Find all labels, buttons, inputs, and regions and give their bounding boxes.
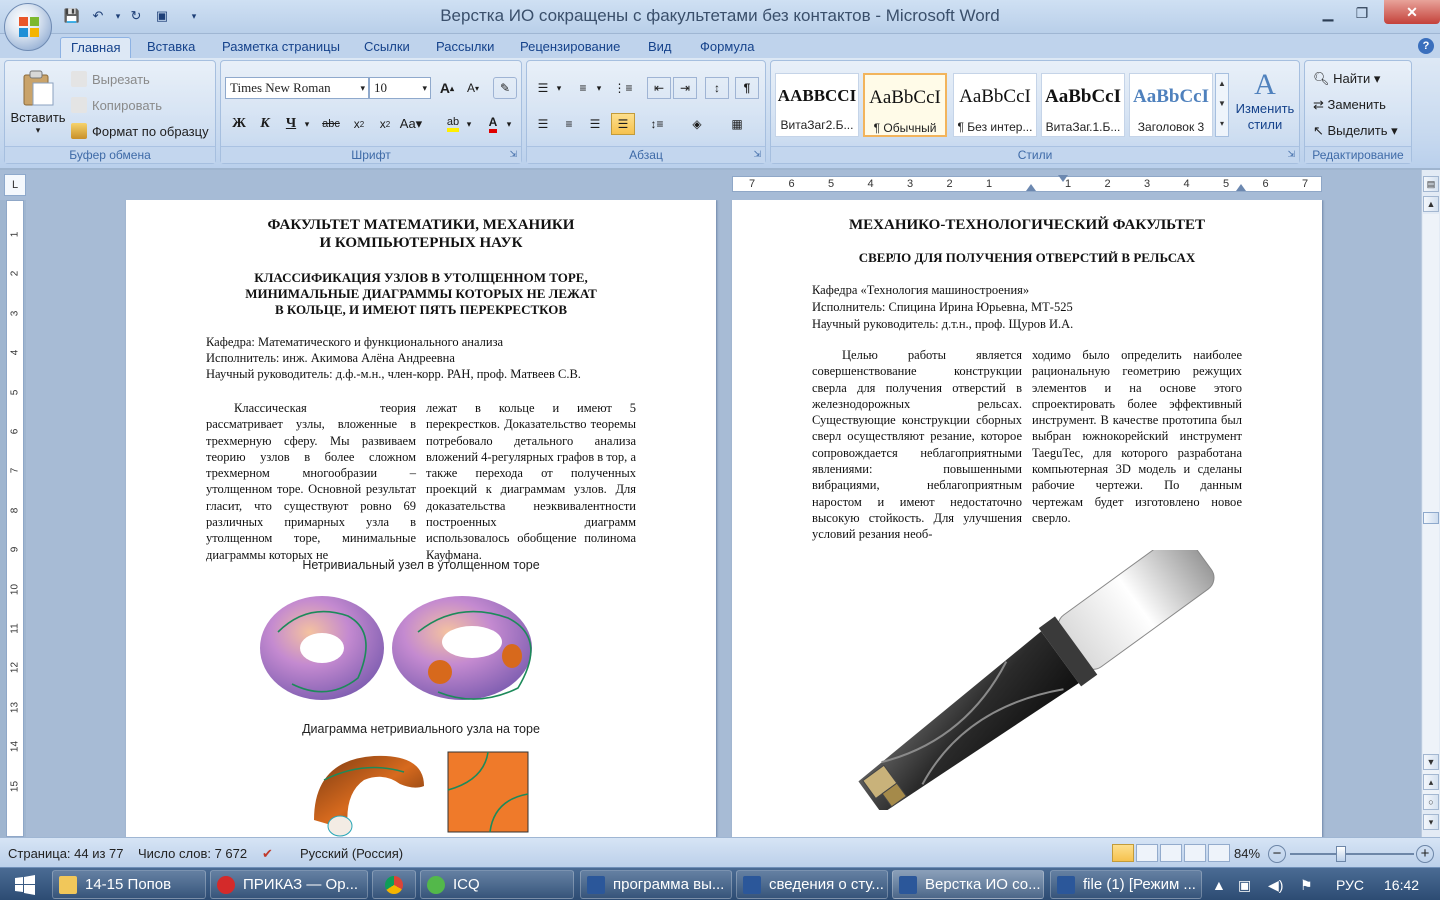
cut-label: Вырезать bbox=[92, 72, 150, 87]
zoom-in-button[interactable]: + bbox=[1416, 845, 1434, 863]
tab-formula[interactable]: Формула bbox=[700, 39, 755, 54]
subscript-button[interactable]: x 2 bbox=[353, 117, 365, 131]
faculty-title: МЕХАНИКО-ТЕХНОЛОГИЧЕСКИЙ ФАКУЛЬТЕТ bbox=[849, 217, 1205, 233]
change-case-button[interactable]: Aa▾ bbox=[399, 116, 423, 131]
zoom-slider[interactable] bbox=[1290, 853, 1414, 855]
ruler-tick: 5 bbox=[9, 389, 21, 395]
styles-scroll[interactable]: ▲ ▼ ▾ bbox=[1215, 73, 1229, 137]
scissors-icon bbox=[71, 71, 87, 87]
network-icon[interactable]: ▣ bbox=[1238, 877, 1252, 893]
chrome-icon bbox=[385, 876, 403, 894]
ruler-toggle-icon[interactable]: ▤ bbox=[1423, 176, 1439, 192]
paste-dropdown-icon: ▾ bbox=[35, 125, 41, 135]
underline-dropdown-icon[interactable]: ▾ bbox=[304, 118, 310, 129]
abstract-column-1: Классическая теория рассматривает узлы, вложенные в трехмерную сферу. Мы развиваем теорию узлов в более сложном трехмерном многообразии – утолщенном торе. Основной результат гласит, что существуют ровно 69 различных примарных узла в утолщенном торе, минимальные диаграммы которых не bbox=[206, 401, 416, 562]
ruler-tick: 7 bbox=[9, 468, 21, 474]
style-heading3[interactable] bbox=[1129, 73, 1213, 137]
italic-button[interactable]: К bbox=[260, 116, 270, 131]
chevron-down-icon: ▾ bbox=[360, 83, 365, 93]
clear-formatting-button[interactable]: ✎ bbox=[493, 77, 517, 99]
styles-group-label: Стили bbox=[771, 146, 1299, 163]
office-button[interactable] bbox=[4, 3, 52, 51]
faculty-title-line1: ФАКУЛЬТЕТ МАТЕМАТИКИ, МЕХАНИКИ bbox=[267, 217, 575, 233]
chevron-down-icon: ▾ bbox=[422, 83, 427, 93]
ruler-tick: 3 bbox=[9, 310, 21, 317]
increase-indent-button[interactable]: ⇥ bbox=[673, 77, 697, 99]
underline-button[interactable]: Ч bbox=[285, 116, 297, 131]
status-bar bbox=[0, 837, 1440, 867]
undo-icon[interactable]: ↶ bbox=[92, 8, 104, 23]
style-preview: AaBbCcI bbox=[1132, 86, 1209, 107]
minimize-button[interactable]: ▁ bbox=[1322, 4, 1334, 21]
word-icon bbox=[743, 876, 761, 894]
advisor: Научный руководитель: д.т.н., проф. Щуров И.А. bbox=[812, 317, 1074, 331]
taskbar-item-word-active[interactable] bbox=[892, 870, 1044, 899]
taskbar-item-label: ПРИКАЗ — Ор... bbox=[243, 876, 359, 893]
taskbar-item-label: программа вы... bbox=[613, 876, 725, 893]
highlighter-icon: ab bbox=[447, 116, 459, 132]
page-left[interactable] bbox=[126, 200, 716, 837]
taskbar-item-word-2[interactable] bbox=[736, 870, 888, 899]
clipboard-group bbox=[4, 60, 216, 164]
ribbon bbox=[0, 58, 1440, 168]
ruler-tick: 8 bbox=[9, 507, 21, 514]
ruler-tick: 6 bbox=[1262, 178, 1269, 190]
tab-references[interactable]: Ссылки bbox=[364, 39, 410, 54]
select-browse-object-button[interactable]: ○ bbox=[1423, 794, 1439, 810]
ruler-tick: 2 bbox=[1104, 178, 1111, 190]
taskbar-item-opera[interactable] bbox=[210, 870, 368, 899]
advisor: Научный руководитель: д.ф.-м.н., член-корр. РАН, проф. Матвеев С.В. bbox=[206, 367, 581, 381]
find-label: Найти bbox=[1333, 71, 1371, 86]
ruler-tick: 11 bbox=[9, 623, 21, 634]
torus-diagram-image bbox=[304, 750, 534, 837]
paste-label: Вставить bbox=[10, 110, 66, 125]
taskbar-item-label: Верстка ИО со... bbox=[925, 876, 1041, 893]
shrink-font-button[interactable]: A ▾ bbox=[466, 81, 480, 95]
tab-review[interactable]: Рецензирование bbox=[520, 39, 621, 54]
bullets-button[interactable]: ☰ bbox=[537, 81, 549, 95]
strikethrough-button[interactable]: abc bbox=[322, 118, 340, 130]
tab-home[interactable]: Главная bbox=[60, 37, 131, 59]
taskbar-item-chrome[interactable] bbox=[372, 870, 416, 899]
ruler-tick: 9 bbox=[9, 546, 21, 553]
start-button[interactable] bbox=[6, 872, 46, 898]
select-label: Выделить bbox=[1327, 123, 1388, 138]
right-indent-marker[interactable] bbox=[1236, 184, 1246, 191]
word-icon bbox=[899, 876, 917, 894]
windows-logo-icon bbox=[14, 874, 36, 896]
action-center-flag-icon[interactable]: ⚑ bbox=[1300, 877, 1313, 893]
shading-button[interactable]: ◈ bbox=[692, 117, 702, 131]
language-indicator[interactable]: Русский (Россия) bbox=[300, 846, 404, 861]
numbering-dropdown-icon[interactable]: ▾ bbox=[596, 82, 602, 93]
ruler-tick: 3 bbox=[907, 178, 914, 190]
ruler-tick: 14 bbox=[9, 741, 21, 753]
view-print-layout-button[interactable] bbox=[1112, 844, 1134, 862]
department: Кафедра «Технология машиностроения» bbox=[812, 283, 1030, 297]
paste-button[interactable] bbox=[9, 65, 67, 145]
sort-button[interactable]: ↕ bbox=[705, 77, 729, 99]
faculty-title-line2: И КОМПЬЮТЕРНЫХ НАУК bbox=[319, 235, 523, 251]
word-count[interactable]: Число слов: 7 672 bbox=[138, 846, 248, 861]
abstract-column-1: Целью работы является совершенствование конструкции сверла для получения отверстий в железнодорожных рельсах. Существующие конструкции сборных сверл осуществляют резание, которое сопровождается неблагоприятными явлениями: повышенными вибрациями, неблагоприятным наростом и имеют недостаточно высокую стойкость. Для улучшения условий резания необ- bbox=[812, 348, 1022, 542]
scroll-down-button[interactable]: ▼ bbox=[1423, 754, 1439, 770]
change-styles-icon: A bbox=[1254, 68, 1276, 101]
maximize-button[interactable]: ❐ bbox=[1355, 4, 1369, 21]
font-color-icon: A bbox=[489, 115, 498, 133]
view-outline-button[interactable] bbox=[1184, 844, 1206, 862]
ruler-tick: 5 bbox=[1223, 178, 1230, 190]
ruler-tick: 5 bbox=[828, 178, 835, 190]
paragraph-group bbox=[526, 60, 766, 164]
prev-page-button[interactable]: ▴ bbox=[1423, 774, 1439, 790]
justify-button[interactable]: ☰ bbox=[611, 113, 635, 135]
ruler-tick: 4 bbox=[867, 178, 874, 190]
drill-image bbox=[822, 550, 1242, 810]
grow-font-button[interactable]: A ▴ bbox=[439, 80, 455, 96]
zoom-slider-thumb[interactable] bbox=[1336, 846, 1346, 862]
page-right[interactable] bbox=[732, 200, 1322, 837]
style-preview: AaBbCcI bbox=[1044, 86, 1121, 107]
font-size-value: 10 bbox=[374, 80, 387, 95]
icq-flower-icon bbox=[427, 876, 445, 894]
tab-page-layout[interactable]: Разметка страницы bbox=[222, 39, 340, 54]
author: Исполнитель: Спицина Ирина Юрьевна, МТ-525 bbox=[812, 300, 1073, 314]
editing-group-label: Редактирование bbox=[1305, 146, 1411, 163]
taskbar-item-label: 14-15 Попов bbox=[85, 876, 172, 893]
ruler-tick: 7 bbox=[749, 178, 756, 190]
save-icon[interactable]: 💾 bbox=[63, 8, 81, 23]
ruler-tick: 1 bbox=[1065, 178, 1072, 190]
taskbar bbox=[0, 867, 1440, 900]
highlight-dropdown-icon[interactable]: ▾ bbox=[466, 118, 472, 129]
replace-button[interactable] bbox=[1313, 97, 1386, 113]
ruler-tick: 10 bbox=[9, 583, 21, 595]
style-normal[interactable] bbox=[863, 73, 947, 137]
replace-label: Заменить bbox=[1327, 97, 1386, 112]
style-name: ¶ Обычный bbox=[873, 121, 937, 135]
highlight-button[interactable] bbox=[441, 113, 465, 135]
bullets-dropdown-icon[interactable]: ▾ bbox=[556, 82, 562, 93]
left-indent-marker[interactable] bbox=[1026, 184, 1036, 191]
font-name-combo[interactable] bbox=[225, 77, 369, 99]
ruler-tick: 3 bbox=[1144, 178, 1151, 190]
ruler-tick: 4 bbox=[9, 349, 21, 356]
view-web-layout-button[interactable] bbox=[1160, 844, 1182, 862]
customize-qat-icon[interactable]: ▾ bbox=[191, 10, 197, 21]
abstract-column-2: лежат в кольце и имеют 5 перекрестков. Доказательство теоремы потребовало детального анализа вложений 4-регулярных графов в тор, а также перехода от полученных проекций к диаграммам узлов. Для доказательства неэквивалентности построенных диаграмм использовалось обобщение полинома Кауфмана. bbox=[426, 401, 636, 562]
align-left-button[interactable]: ☰ bbox=[537, 117, 549, 131]
style-preview: AABBCCI bbox=[777, 86, 857, 105]
vertical-ruler[interactable] bbox=[6, 200, 24, 837]
ruler-tick: 2 bbox=[9, 271, 21, 277]
word-icon bbox=[587, 876, 605, 894]
tab-view[interactable]: Вид bbox=[648, 39, 672, 54]
style-name: ВитаЗаг.1.Б... bbox=[1045, 120, 1121, 134]
clipboard-icon bbox=[21, 69, 55, 107]
ruler-tick: 2 bbox=[946, 178, 953, 190]
topic-title-line3: В КОЛЬЦЕ, И ИМЕЮТ ПЯТЬ ПЕРЕКРЕСТКОВ bbox=[274, 302, 568, 317]
taskbar-item-label: file (1) [Режим ... bbox=[1083, 876, 1196, 893]
multilevel-list-button[interactable]: ⋮≡ bbox=[613, 81, 633, 95]
tray-expand-icon[interactable]: ▲ bbox=[1212, 877, 1226, 893]
volume-icon[interactable]: ◀) bbox=[1268, 877, 1284, 893]
font-dialog-launcher-icon[interactable]: ⇲ bbox=[509, 149, 517, 159]
help-icon[interactable]: ? bbox=[1418, 38, 1434, 54]
next-page-button[interactable]: ▾ bbox=[1423, 814, 1439, 830]
tab-selector[interactable]: L bbox=[4, 174, 26, 196]
view-draft-button[interactable] bbox=[1208, 844, 1230, 862]
style-preview: AaBbCcI bbox=[869, 87, 941, 108]
styles-dialog-launcher-icon[interactable]: ⇲ bbox=[1287, 149, 1295, 159]
ruler-tick: 1 bbox=[986, 178, 993, 190]
vertical-scrollbar[interactable] bbox=[1421, 170, 1440, 837]
scroll-up-button[interactable]: ▲ bbox=[1423, 196, 1439, 212]
superscript-button[interactable]: x 2 bbox=[379, 117, 391, 131]
clipboard-group-label: Буфер обмена bbox=[5, 146, 215, 163]
borders-button[interactable]: ▦ bbox=[731, 117, 743, 131]
figure-caption-1: Нетривиальный узел в утолщенном торе bbox=[302, 558, 540, 572]
taskbar-item-folder[interactable] bbox=[52, 870, 206, 899]
clock[interactable]: 16:42 bbox=[1384, 877, 1420, 893]
taskbar-item-label: ICQ bbox=[453, 876, 480, 893]
numbering-button[interactable]: ≡ bbox=[579, 81, 587, 95]
paragraph-group-label: Абзац bbox=[527, 146, 765, 163]
document-area[interactable] bbox=[26, 200, 1421, 837]
select-button[interactable]: ↖ Выделить ▾ bbox=[1313, 123, 1398, 138]
scroll-thumb[interactable] bbox=[1423, 512, 1439, 524]
font-size-combo[interactable] bbox=[369, 77, 431, 99]
page-indicator[interactable]: Страница: 44 из 77 bbox=[8, 846, 124, 861]
abstract-column-2: ходимо было определить наиболее рациональную геометрию режущих элементов и на основе этого спроектировать более эффективный инструмент. В качестве прототипа был выбран южнокорейский инструмент TaeguTec, для которого разработана компьютерная 3D модель и сделаны рабочие чертежи. По данным чертежам будет изготовлено новое сверло. bbox=[1032, 348, 1242, 525]
title-bar bbox=[0, 0, 1440, 34]
topic-title: СВЕРЛО ДЛЯ ПОЛУЧЕНИЯ ОТВЕРСТИЙ В РЕЛЬСАХ bbox=[858, 250, 1196, 265]
undo-dropdown-icon[interactable]: ▾ bbox=[115, 10, 121, 21]
find-button[interactable]: 🔍︎ Найти ▾ bbox=[1313, 71, 1381, 86]
font-group-label: Шрифт bbox=[221, 146, 521, 163]
format-painter-button[interactable] bbox=[71, 123, 209, 139]
align-center-button[interactable]: ≡ bbox=[565, 117, 573, 131]
binoculars-icon: 🔍︎ bbox=[1313, 71, 1334, 86]
style-preview: AaBbCcI bbox=[959, 86, 1031, 107]
copy-button[interactable] bbox=[71, 97, 162, 113]
office-logo-icon bbox=[17, 15, 41, 39]
ruler-tick: 15 bbox=[9, 780, 21, 792]
redo-icon[interactable]: ↻ bbox=[130, 8, 142, 23]
replace-icon: ⇄ bbox=[1313, 97, 1328, 112]
figure-caption-2: Диаграмма нетривиального узла на торе bbox=[302, 722, 540, 736]
opera-icon bbox=[217, 876, 235, 894]
decrease-indent-button[interactable]: ⇤ bbox=[647, 77, 671, 99]
tab-insert[interactable]: Вставка bbox=[147, 39, 196, 54]
tab-mailings[interactable]: Рассылки bbox=[436, 39, 495, 54]
format-painter-label: Формат по образцу bbox=[92, 124, 209, 139]
paintbrush-icon bbox=[71, 123, 87, 139]
taskbar-item-icq[interactable] bbox=[420, 870, 574, 899]
bold-button[interactable]: Ж bbox=[232, 116, 246, 131]
paragraph-dialog-launcher-icon[interactable]: ⇲ bbox=[753, 149, 761, 159]
styles-group bbox=[770, 60, 1300, 164]
topic-title-line2: МИНИМАЛЬНЫЕ ДИАГРАММЫ КОТОРЫХ НЕ ЛЕЖАТ bbox=[245, 286, 597, 301]
show-marks-button[interactable]: ¶ bbox=[735, 77, 759, 99]
font-color-dropdown-icon[interactable]: ▾ bbox=[506, 118, 512, 129]
ruler-tick: 7 bbox=[1302, 178, 1309, 190]
taskbar-item-word-3[interactable] bbox=[1050, 870, 1202, 899]
zoom-out-button[interactable]: − bbox=[1268, 845, 1286, 863]
folder-icon bbox=[59, 876, 77, 894]
close-button[interactable]: ✕ bbox=[1384, 0, 1440, 24]
copy-label: Копировать bbox=[92, 98, 162, 113]
taskbar-item-label: сведения о сту... bbox=[769, 876, 884, 893]
style-vitazag1[interactable] bbox=[1041, 73, 1125, 137]
change-styles-label: Изменить стили bbox=[1235, 101, 1295, 132]
window-title: Верстка ИО сокращены с факультетами без контактов - Microsoft Word bbox=[440, 6, 1000, 25]
font-color-button[interactable] bbox=[481, 113, 505, 135]
ruler-tick: 4 bbox=[1183, 178, 1190, 190]
scroll-track[interactable] bbox=[1423, 214, 1439, 804]
department: Кафедра: Математического и функционального анализа bbox=[206, 335, 504, 349]
ruler-row bbox=[0, 170, 1440, 200]
word-icon bbox=[1057, 876, 1075, 894]
style-name: ¶ Без интер... bbox=[957, 120, 1033, 134]
ribbon-tabs bbox=[0, 34, 1440, 58]
style-name: Заголовок 3 bbox=[1137, 120, 1205, 134]
spellcheck-icon[interactable]: ✔︎ bbox=[262, 846, 273, 861]
font-group bbox=[220, 60, 522, 164]
editing-group bbox=[1304, 60, 1412, 164]
zoom-level[interactable]: 84% bbox=[1234, 846, 1261, 861]
font-name-value: Times New Roman bbox=[230, 80, 331, 95]
copy-icon bbox=[71, 97, 87, 113]
change-styles-button[interactable] bbox=[1233, 69, 1297, 133]
ruler-tick: 1 bbox=[9, 231, 21, 238]
keyboard-language[interactable]: РУС bbox=[1336, 877, 1365, 893]
style-vitazag2[interactable] bbox=[775, 73, 859, 137]
view-full-screen-button[interactable] bbox=[1136, 844, 1158, 862]
align-right-button[interactable]: ☰ bbox=[589, 117, 601, 131]
ruler-tick: 6 bbox=[788, 178, 795, 190]
cut-button[interactable] bbox=[71, 71, 150, 87]
ruler-tick: 12 bbox=[9, 662, 21, 674]
ruler-tick: 13 bbox=[9, 701, 21, 713]
first-line-indent-marker[interactable] bbox=[1058, 175, 1068, 182]
style-name: ВитаЗаг2.Б... bbox=[780, 118, 854, 132]
topic-title-line1: КЛАССИФИКАЦИЯ УЗЛОВ В УТОЛЩЕННОМ ТОРЕ, bbox=[254, 270, 588, 285]
author: Исполнитель: инж. Акимова Алёна Андреевна bbox=[206, 351, 455, 365]
line-spacing-button[interactable]: ↕≡ bbox=[650, 117, 664, 131]
taskbar-item-word-1[interactable] bbox=[580, 870, 732, 899]
ruler-tick: 6 bbox=[9, 428, 21, 435]
cursor-icon: ↖ bbox=[1313, 123, 1328, 138]
print-preview-icon[interactable]: ▣ bbox=[155, 8, 169, 23]
torus-knot-image bbox=[258, 592, 588, 708]
style-no-spacing[interactable] bbox=[953, 73, 1037, 137]
